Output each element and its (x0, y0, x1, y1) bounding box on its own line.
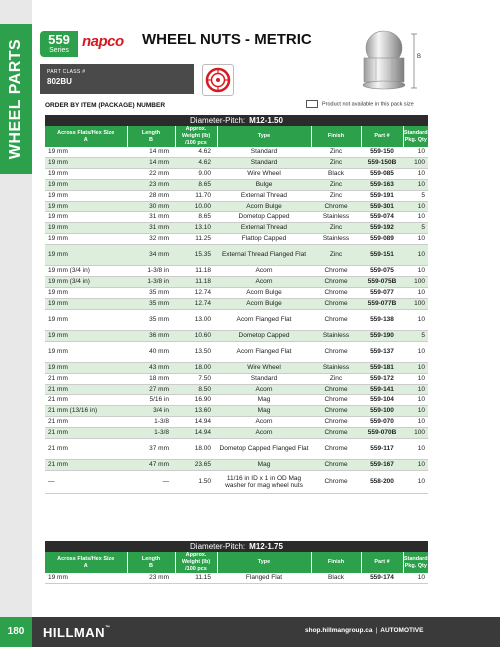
cell-finish: Chrome (311, 266, 361, 277)
cell-size: 19 mm (3/4 in) (45, 277, 127, 288)
cell-weight: 11.25 (175, 234, 217, 245)
cell-weight: 12.74 (175, 287, 217, 298)
cell-part: 559-174 (361, 573, 403, 583)
cell-type: External Thread (217, 223, 311, 234)
cell-weight: 4.62 (175, 157, 217, 168)
dimension-label: B (417, 54, 422, 60)
cell-part: 559-151 (361, 245, 403, 266)
category-label: AUTOMOTIVE (380, 627, 424, 634)
cell-size: 21 mm (45, 417, 127, 428)
cell-part: 559-075 (361, 266, 403, 277)
cell-part: 559-075B (361, 277, 403, 288)
cell-length: 35 mm (127, 298, 175, 309)
cell-part: 559-301 (361, 201, 403, 212)
cell-qty: 10 (403, 417, 428, 428)
section-label: WHEEL PARTS (7, 38, 24, 160)
cell-weight: 13.50 (175, 341, 217, 362)
cell-length: 30 mm (127, 201, 175, 212)
cell-qty: 10 (403, 168, 428, 179)
cell-size: 19 mm (45, 223, 127, 234)
col-qty: Standard Pkg. Qty (403, 126, 428, 147)
column-header-row (45, 126, 428, 147)
cell-finish: Chrome (311, 417, 361, 428)
cell-length: 5/16 in (127, 395, 175, 406)
table-row (45, 470, 428, 493)
cell-qty: 10 (403, 362, 428, 373)
website-link[interactable]: shop.hillmangroup.ca (305, 627, 373, 634)
col-finish: Finish (311, 552, 361, 573)
table-row (45, 245, 428, 266)
cell-finish: Zinc (311, 179, 361, 190)
cell-part: 559-190 (361, 330, 403, 341)
cell-length: 47 mm (127, 460, 175, 471)
cell-weight: 14.94 (175, 417, 217, 428)
table-row (45, 147, 428, 157)
table-row (45, 157, 428, 168)
cell-finish: Chrome (311, 277, 361, 288)
cell-size: 21 mm (45, 460, 127, 471)
table-row (45, 417, 428, 428)
cell-size: 19 mm (45, 234, 127, 245)
cell-finish: Chrome (311, 298, 361, 309)
cell-qty: 10 (403, 406, 428, 417)
diameter-label: Diameter-Pitch: (190, 116, 246, 125)
cell-weight: 8.65 (175, 179, 217, 190)
col-part: Part # (361, 552, 403, 573)
cell-length: 27 mm (127, 384, 175, 395)
cell-length: 3/4 in (127, 406, 175, 417)
section-tab (0, 24, 32, 174)
cell-weight: 11.18 (175, 266, 217, 277)
cell-finish: Stainless (311, 330, 361, 341)
cell-length: 35 mm (127, 309, 175, 330)
cell-qty: 10 (403, 147, 428, 157)
cell-finish: Chrome (311, 341, 361, 362)
availability-legend (306, 100, 414, 108)
part-class-label: PART CLASS # (47, 69, 86, 75)
cell-finish: Chrome (311, 460, 361, 471)
cell-qty: 5 (403, 223, 428, 234)
cell-qty: 10 (403, 341, 428, 362)
cell-part: 559-137 (361, 341, 403, 362)
table-row (45, 428, 428, 439)
cell-qty: 10 (403, 395, 428, 406)
wheel-icon (202, 64, 234, 96)
col-length: Length B (127, 126, 175, 147)
cell-type: Mag (217, 460, 311, 471)
cell-size: 19 mm (45, 179, 127, 190)
cell-length: 31 mm (127, 212, 175, 223)
cell-part: 559-074 (361, 212, 403, 223)
cell-finish: Stainless (311, 212, 361, 223)
cell-length: 37 mm (127, 439, 175, 460)
table-row (45, 277, 428, 288)
cell-qty: 10 (403, 201, 428, 212)
cell-length: 14 mm (127, 157, 175, 168)
legend-swatch (306, 100, 318, 108)
cell-size: 19 mm (45, 573, 127, 583)
table-row (45, 573, 428, 583)
cell-finish: Chrome (311, 309, 361, 330)
cell-length: — (127, 470, 175, 493)
series-number: 559 (48, 32, 70, 47)
cell-part: 559-070 (361, 417, 403, 428)
cell-qty: 100 (403, 298, 428, 309)
cell-type: Acorn Bulge (217, 201, 311, 212)
cell-type: Bulge (217, 179, 311, 190)
table-row (45, 373, 428, 384)
table-row (45, 330, 428, 341)
col-qty: Standard Pkg. Qty (403, 552, 428, 573)
cell-finish: Chrome (311, 470, 361, 493)
cell-size: 19 mm (3/4 in) (45, 266, 127, 277)
cell-part: 559-070B (361, 428, 403, 439)
cell-finish: Chrome (311, 428, 361, 439)
table-row (45, 298, 428, 309)
cell-finish: Stainless (311, 362, 361, 373)
cell-part: 559-167 (361, 460, 403, 471)
brand-logo: napco (82, 33, 124, 50)
cell-weight: 13.10 (175, 223, 217, 234)
cell-part: 559-077B (361, 298, 403, 309)
cell-qty: 10 (403, 373, 428, 384)
cell-qty: 100 (403, 277, 428, 288)
cell-weight: 18.00 (175, 362, 217, 373)
footer (0, 617, 500, 647)
cell-type: Flattop Capped (217, 234, 311, 245)
product-table-m12-175 (45, 541, 428, 584)
cell-weight: 12.74 (175, 298, 217, 309)
part-class-value: 802BU (47, 77, 72, 86)
cell-length: 40 mm (127, 341, 175, 362)
cell-qty: 5 (403, 190, 428, 201)
cell-type: Acorn (217, 384, 311, 395)
diameter-label: Diameter-Pitch: (190, 542, 246, 551)
cell-qty: 10 (403, 460, 428, 471)
cell-finish: Zinc (311, 373, 361, 384)
cell-type: 11/16 in ID x 1 in OD Mag washer for mag wheel nuts (217, 470, 311, 493)
cell-finish: Zinc (311, 190, 361, 201)
cell-size: 19 mm (45, 362, 127, 373)
cell-weight: 13.60 (175, 406, 217, 417)
cell-qty: 10 (403, 470, 428, 493)
col-type: Type (217, 126, 311, 147)
cell-length: 23 mm (127, 573, 175, 583)
page-number: 180 (0, 617, 32, 647)
cell-type: Acorn (217, 428, 311, 439)
series-word: Series (49, 47, 69, 54)
cell-weight: 7.50 (175, 373, 217, 384)
column-header-row (45, 552, 428, 573)
cell-finish: Zinc (311, 147, 361, 157)
diameter-value: M12-1.75 (249, 542, 283, 551)
cell-part: 559-085 (361, 168, 403, 179)
cell-type: Standard (217, 147, 311, 157)
table-row (45, 168, 428, 179)
cell-qty: 10 (403, 245, 428, 266)
cell-weight: 11.18 (175, 277, 217, 288)
table-row (45, 341, 428, 362)
cell-length: 28 mm (127, 190, 175, 201)
cell-length: 34 mm (127, 245, 175, 266)
cell-qty: 10 (403, 266, 428, 277)
series-badge (40, 31, 78, 57)
cell-type: Flanged Flat (217, 573, 311, 583)
cell-size: — (45, 470, 127, 493)
table-row (45, 439, 428, 460)
cell-length: 1-3/8 in (127, 266, 175, 277)
cell-size: 21 mm (45, 439, 127, 460)
cell-part: 559-191 (361, 190, 403, 201)
cell-finish: Chrome (311, 395, 361, 406)
cell-qty: 10 (403, 212, 428, 223)
cell-finish: Zinc (311, 245, 361, 266)
cell-type: External Thread (217, 190, 311, 201)
col-part: Part # (361, 126, 403, 147)
cell-length: 32 mm (127, 234, 175, 245)
cell-weight: 8.65 (175, 212, 217, 223)
cell-part: 559-117 (361, 439, 403, 460)
cell-size: 19 mm (45, 157, 127, 168)
cell-weight: 23.65 (175, 460, 217, 471)
cell-size: 19 mm (45, 245, 127, 266)
diameter-value: M12-1.50 (249, 116, 283, 125)
cell-qty: 10 (403, 439, 428, 460)
cell-size: 19 mm (45, 330, 127, 341)
cell-weight: 9.00 (175, 168, 217, 179)
cell-finish: Chrome (311, 201, 361, 212)
cell-part: 559-100 (361, 406, 403, 417)
cell-size: 19 mm (45, 201, 127, 212)
table-row (45, 201, 428, 212)
cell-weight: 4.62 (175, 147, 217, 157)
cell-length: 14 mm (127, 147, 175, 157)
col-weight: Approx. Weight (lb) /100 pcs (175, 552, 217, 573)
cell-size: 21 mm (45, 384, 127, 395)
table-row (45, 384, 428, 395)
col-size: Across Flats/Hex Size A (45, 552, 127, 573)
cell-length: 23 mm (127, 179, 175, 190)
cell-length: 1-3/8 (127, 428, 175, 439)
cell-size: 19 mm (45, 168, 127, 179)
cell-weight: 1.50 (175, 470, 217, 493)
table-row (45, 266, 428, 277)
cell-part: 559-141 (361, 384, 403, 395)
col-length: Length B (127, 552, 175, 573)
diameter-header (45, 115, 428, 126)
cell-length: 22 mm (127, 168, 175, 179)
table-row (45, 395, 428, 406)
page-title: WHEEL NUTS - METRIC (142, 31, 312, 48)
cell-weight: 11.15 (175, 573, 217, 583)
cell-length: 36 mm (127, 330, 175, 341)
sidebar (0, 0, 32, 647)
cell-qty: 100 (403, 157, 428, 168)
cell-type: Acorn (217, 277, 311, 288)
cell-qty: 10 (403, 384, 428, 395)
hillman-logo: HILLMAN™ (43, 625, 111, 640)
cell-finish: Chrome (311, 406, 361, 417)
cell-part: 559-192 (361, 223, 403, 234)
cell-weight: 11.70 (175, 190, 217, 201)
cell-type: Acorn Bulge (217, 298, 311, 309)
cell-type: Dometop Capped (217, 212, 311, 223)
table-row (45, 460, 428, 471)
col-weight: Approx. Weight (lb) /100 pcs (175, 126, 217, 147)
table-row (45, 234, 428, 245)
table-row (45, 287, 428, 298)
cell-length: 1-3/8 (127, 417, 175, 428)
cell-length: 31 mm (127, 223, 175, 234)
table-row (45, 179, 428, 190)
table-row (45, 362, 428, 373)
product-table-m12-150 (45, 115, 428, 494)
cell-finish: Zinc (311, 223, 361, 234)
cell-type: Dometop Capped (217, 330, 311, 341)
cell-qty: 10 (403, 573, 428, 583)
cell-weight: 14.94 (175, 428, 217, 439)
cell-finish: Chrome (311, 384, 361, 395)
cell-size: 21 mm (45, 395, 127, 406)
cell-type: Acorn (217, 266, 311, 277)
col-type: Type (217, 552, 311, 573)
cell-length: 35 mm (127, 287, 175, 298)
cell-weight: 10.60 (175, 330, 217, 341)
cell-weight: 15.35 (175, 245, 217, 266)
cell-weight: 18.00 (175, 439, 217, 460)
cell-weight: 16.90 (175, 395, 217, 406)
cell-finish: Stainless (311, 234, 361, 245)
cell-type: Wire Wheel (217, 362, 311, 373)
table-row (45, 309, 428, 330)
cell-weight: 13.00 (175, 309, 217, 330)
col-size: Across Flats/Hex Size A (45, 126, 127, 147)
cell-qty: 10 (403, 179, 428, 190)
cell-part: 559-163 (361, 179, 403, 190)
part-class-box (40, 64, 194, 94)
cell-part: 559-150 (361, 147, 403, 157)
footer-separator: | (375, 627, 378, 634)
diameter-header (45, 541, 428, 552)
cell-weight: 10.00 (175, 201, 217, 212)
cell-finish: Black (311, 573, 361, 583)
cell-weight: 8.50 (175, 384, 217, 395)
cell-size: 19 mm (45, 341, 127, 362)
cell-size: 19 mm (45, 212, 127, 223)
cell-size: 21 mm (45, 428, 127, 439)
cell-part: 559-077 (361, 287, 403, 298)
cell-finish: Chrome (311, 287, 361, 298)
cell-part: 558-200 (361, 470, 403, 493)
wheel-nut-image (348, 28, 428, 104)
legend-text: Product not available in this pack size (322, 101, 414, 108)
footer-links (305, 627, 423, 634)
cell-size: 19 mm (45, 309, 127, 330)
cell-size: 21 mm (45, 373, 127, 384)
cell-part: 559-089 (361, 234, 403, 245)
table-row (45, 223, 428, 234)
cell-type: Mag (217, 395, 311, 406)
order-instruction: ORDER BY ITEM (PACKAGE) NUMBER (45, 102, 166, 109)
cell-size: 19 mm (45, 147, 127, 157)
cell-type: Standard (217, 373, 311, 384)
cell-length: 43 mm (127, 362, 175, 373)
cell-qty: 10 (403, 234, 428, 245)
cell-qty: 100 (403, 428, 428, 439)
cell-type: Acorn Flanged Flat (217, 341, 311, 362)
cell-type: Acorn (217, 417, 311, 428)
cell-type: Wire Wheel (217, 168, 311, 179)
cell-type: Standard (217, 157, 311, 168)
cell-type: Mag (217, 406, 311, 417)
cell-size: 19 mm (45, 298, 127, 309)
cell-part: 559-150B (361, 157, 403, 168)
cell-part: 559-181 (361, 362, 403, 373)
cell-part: 559-104 (361, 395, 403, 406)
cell-length: 18 mm (127, 373, 175, 384)
cell-qty: 5 (403, 330, 428, 341)
cell-type: Acorn Flanged Flat (217, 309, 311, 330)
cell-size: 19 mm (45, 287, 127, 298)
cell-qty: 10 (403, 309, 428, 330)
cell-qty: 10 (403, 287, 428, 298)
table-row (45, 212, 428, 223)
table-row (45, 190, 428, 201)
cell-length: 1-3/8 in (127, 277, 175, 288)
cell-type: External Thread Flanged Flat (217, 245, 311, 266)
table-row (45, 406, 428, 417)
cell-finish: Zinc (311, 157, 361, 168)
cell-finish: Chrome (311, 439, 361, 460)
col-finish: Finish (311, 126, 361, 147)
cell-type: Dometop Capped Flanged Flat (217, 439, 311, 460)
cell-size: 21 mm (13/16 in) (45, 406, 127, 417)
cell-part: 559-172 (361, 373, 403, 384)
cell-type: Acorn Bulge (217, 287, 311, 298)
cell-size: 19 mm (45, 190, 127, 201)
cell-part: 559-138 (361, 309, 403, 330)
cell-finish: Black (311, 168, 361, 179)
